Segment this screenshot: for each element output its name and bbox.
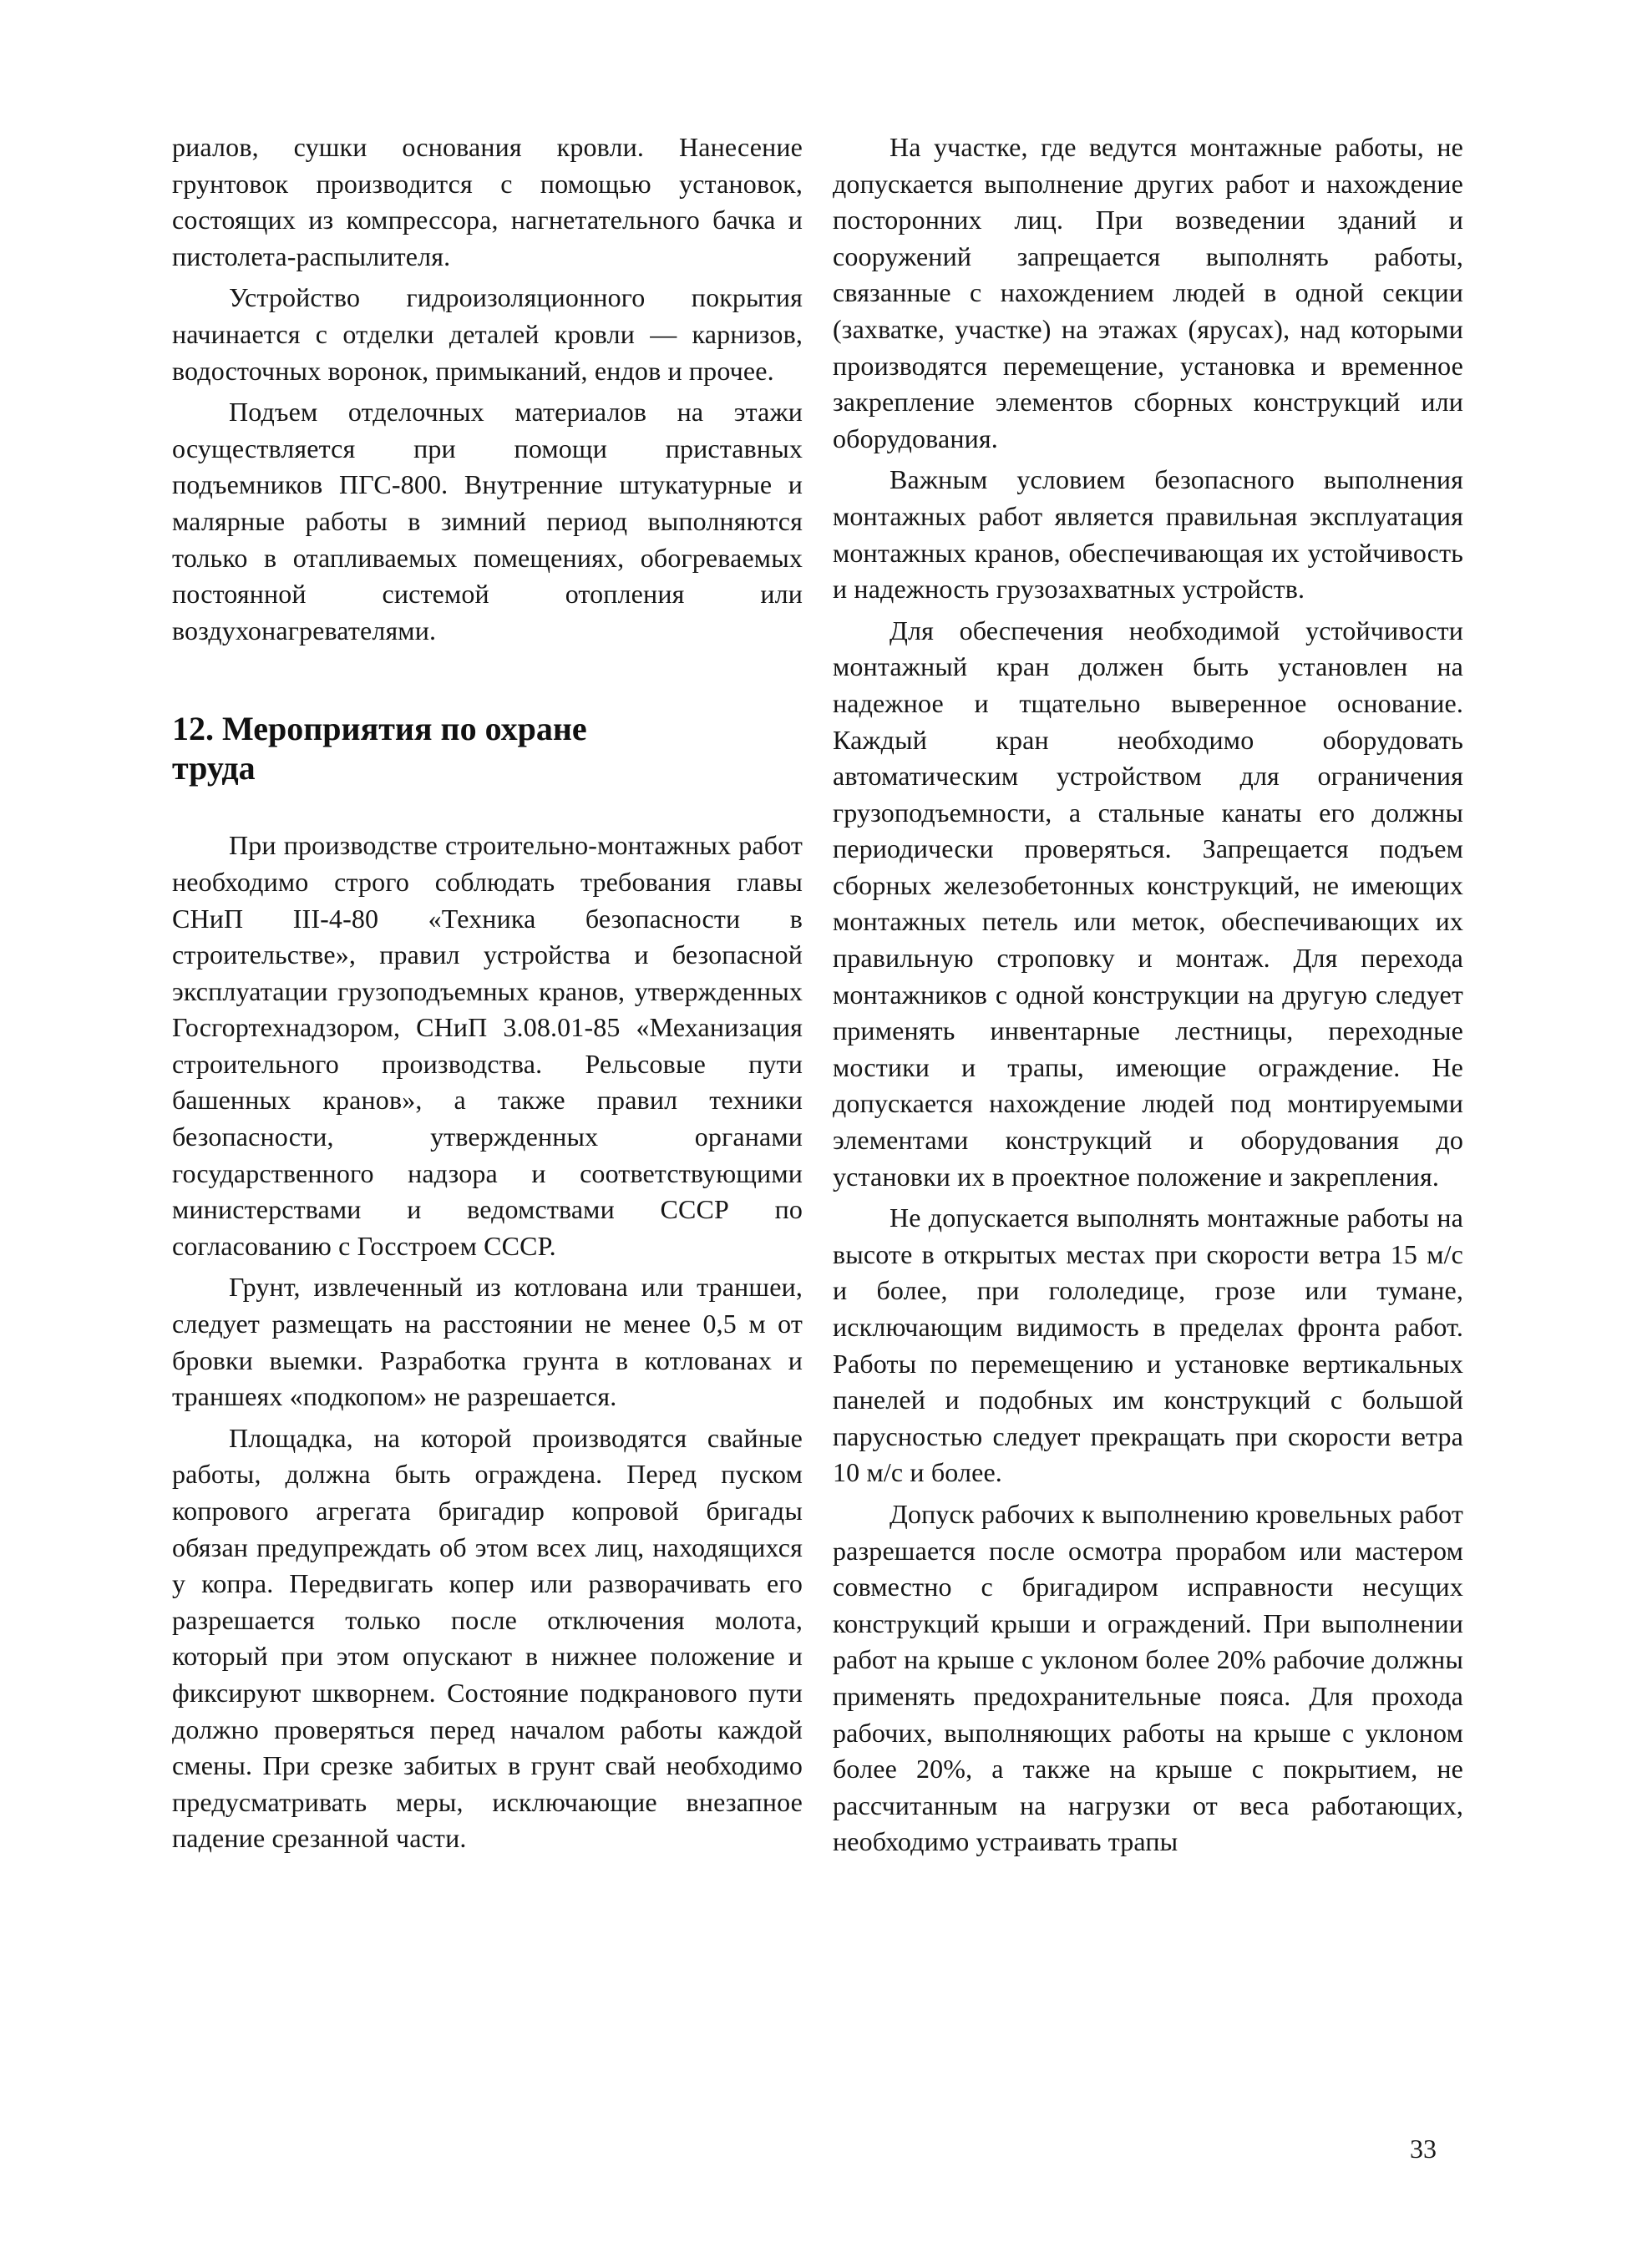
section-heading: 12. Мероприятия по охране труда bbox=[172, 710, 587, 787]
paragraph: На участке, где ведутся монтажные работы, не допускается выполнение других работ и нахождение посторонних лиц. При возведении зданий и сооружений запрещается выполнять работы, связанные с нахождением людей в одной секции (захватке, участке) на этажах (ярусах), над которыми производятся перемещение, установка и временное закрепление элементов сборных конструкций или оборудования. bbox=[833, 132, 1463, 453]
right-column bbox=[833, 129, 1463, 1860]
paragraph: Допуск рабочих к выполнению кровельных работ разрешается после осмотра прорабом или мастером совместно с бригадиром исправности несущих конструкций крыши и ограждений. При выполнении работ на крыше с уклоном более 20% рабочие должны применять предохранительные пояса. Для прохода рабочих, выполняющих работы на крыше с уклоном более 20%, а также на крыше с покрытием, не рассчитанным на нагрузки от веса работающих, необходимо устраивать трапы bbox=[833, 1498, 1463, 1857]
left-column bbox=[172, 129, 803, 1857]
paragraph: риалов, сушки основания кровли. Нанесение грунтовок производится с помощью установок, состоящих из компрессора, нагнетательного бачка и пистолета-распылителя. bbox=[172, 132, 803, 271]
paragraph: Для обеспечения необходимой устойчивости монтажный кран должен быть установлен на надежное и тщательно выверенное основание. Каждый кран необходимо оборудовать автоматическим устройством для ограничения грузоподъемности, а стальные канаты его должны периодически проверяться. Запрещается подъем сборных железобетонных конструкций, не имеющих монтажных петель или меток, обеспечивающих их правильную строповку и монтаж. Для перехода монтажников с одной конструкции на другую следует применять инвентарные лестницы, переходные мостики и трапы, имеющие ограждение. Не допускается нахождение людей под монтируемыми элементами конструкций и оборудования до установки их в проектное положение и закрепления. bbox=[833, 615, 1463, 1192]
paragraph: Устройство гидроизоляционного покрытия начинается с отделки деталей кровли — карнизов, водосточных воронок, примыканий, ендов и прочее. bbox=[172, 282, 803, 386]
paragraph: Грунт, извлеченный из котлована или траншеи, следует размещать на расстоянии не менее 0,5 м от бровки выемки. Разработка грунта в котлованах и траншеях «подкопом» не разрешается. bbox=[172, 1272, 803, 1412]
paragraph: Важным условием безопасного выполнения монтажных работ является правильная эксплуатация монтажных кранов, обеспечивающая их устойчивость и надежность грузозахватных устройств. bbox=[833, 464, 1463, 605]
paragraph: Не допускается выполнять монтажные работы на высоте в открытых местах при скорости ветра 15 м/с и более, при гололедице, грозе или тумане, исключающим видимость в пределах фронта работ. Работы по перемещению и установке вертикальных панелей и подобных им конструкций с большой парусностью следует прекращать при скорости ветра 10 м/с и более. bbox=[833, 1202, 1463, 1488]
page-number: 33 bbox=[1410, 2134, 1437, 2164]
paragraph: При производстве строительно-монтажных работ необходимо строго соблюдать требования главы СНиП III-4-80 «Техника безопасности в строительстве», правил устройства и безопасной эксплуатации грузоподъемных кранов, утвержденных Госгортехнадзором, СНиП 3.08.01-85 «Механизация строительного производства. Рельсовые пути башенных кранов», а также правил техники безопасности, утвержденных органами государственного надзора и соответствующими министерствами и ведомствами СССР по согласованию с Госстроем СССР. bbox=[172, 830, 803, 1261]
paragraph: Площадка, на которой производятся свайные работы, должна быть ограждена. Перед пуском копрового агрегата бригадир копровой бригады обязан предупреждать об этом всех лиц, находящихся у копра. Передвигать копер или разворачивать его разрешается только после отключения молота, который при этом опускают в нижнее положение и фиксируют шкворнем. Состояние подкранового пути должно проверяться перед началом работы каждой смены. При срезке забитых в грунт свай необходимо предусматривать меры, исключающие внезапное падение срезанной части. bbox=[172, 1422, 803, 1854]
paragraph: Подъем отделочных материалов на этажи осуществляется при помощи приставных подъемников ПГС-800. Внутренние штукатурные и малярные работы в зимний период выполняются только в отапливаемых помещениях, обогреваемых постоянной системой отопления или воздухонагревателями. bbox=[172, 397, 803, 645]
